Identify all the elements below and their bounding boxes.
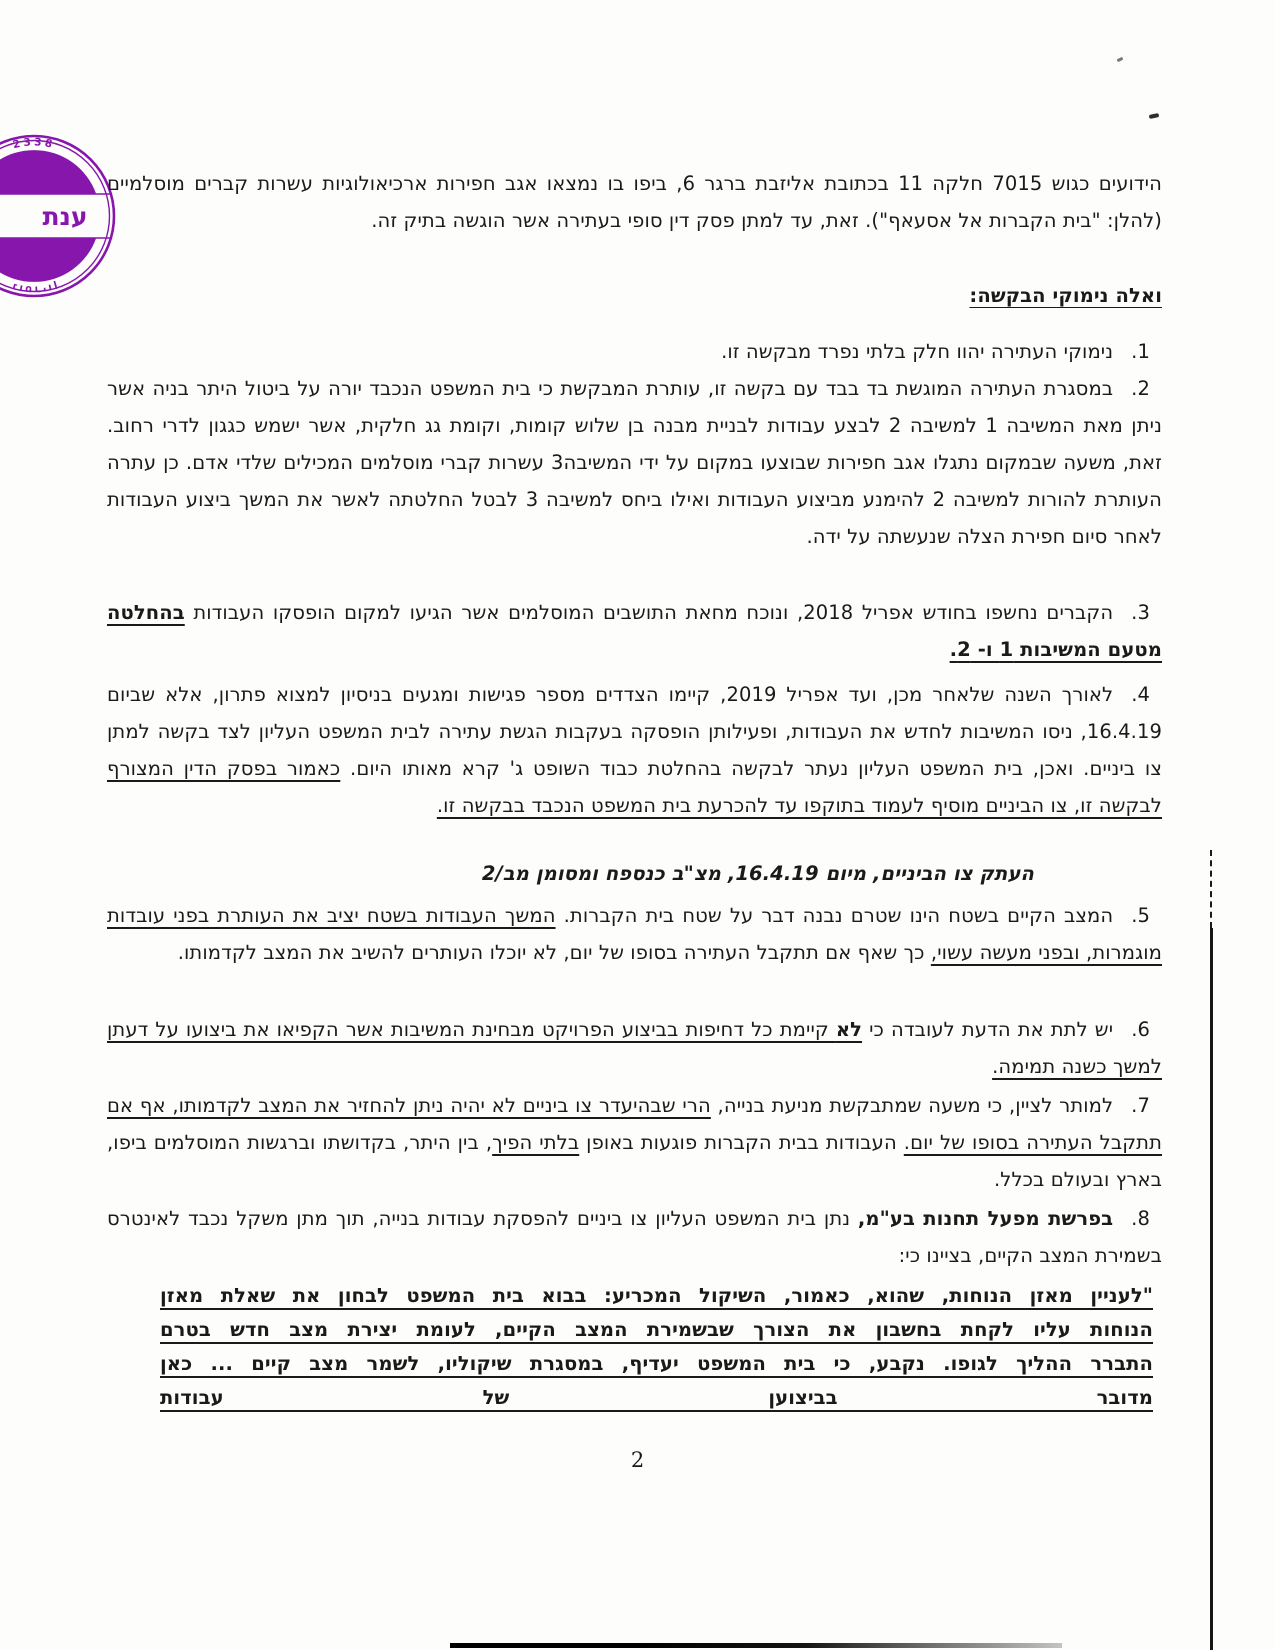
item-text: יש לתת את הדעת לעובדה כי: [862, 1018, 1114, 1041]
list-item-4: [107, 676, 1162, 824]
scan-fold-line: [1210, 928, 1213, 1650]
item-text-underlined: הרי שבהיעדר צו ביניים לא יהיה ניתן להחזיר את המצב לקדמותו, אף אם תתקבל העתירה בסופו של יום.: [107, 1094, 1162, 1154]
list-item-3: [107, 594, 1162, 668]
scan-speck: [1149, 113, 1160, 119]
scan-speck: [1117, 57, 1124, 62]
intro-paragraph: הידועים כגוש 7015 חלקה 11 בכתובת אליזבת ברגר 6, ביפו בו נמצאו אגב חפירות ארכיאולוגיות עשרות קברים מוסלמיים (להלן: "בית הקברות אל אסעאף"). זאת, עד למתן פסק דין סופי בעתירה אשר הוגשה בתיק זה.: [107, 171, 1162, 232]
item-number: 5.: [1131, 904, 1151, 927]
item-text-emphasized: בהחלטה מטעם המשיבות 1 ו- 2.: [107, 601, 1162, 661]
list-item-6: [107, 1011, 1162, 1085]
stamp-arc-title: נוטריון: [8, 279, 60, 296]
section-heading: ואלה נימוקי הבקשה:: [969, 284, 1162, 307]
stamp-name: ענת: [42, 202, 88, 231]
item-text: למותר לציין, כי משעה שמתבקשת מניעת בנייה,: [710, 1094, 1114, 1117]
item-number: 6.: [1131, 1018, 1151, 1041]
annex-reference-line: העתק צו הביניים, מיום 16.4.19, מצ"ב כנספח ומסומן מב/2: [481, 862, 1034, 885]
notary-stamp: [0, 130, 120, 302]
list-item-7: [107, 1087, 1162, 1198]
item-number: 3.: [1131, 601, 1150, 624]
list-item-1: [107, 333, 1162, 370]
item-text: נימוקי העתירה יהוו חלק בלתי נפרד מבקשה זו.: [721, 340, 1114, 363]
item-text: , בין היתר, בקדושתו וברגשות המוסלמים ביפו, בארץ ובעולם בכלל.: [107, 1131, 1162, 1191]
stamp-arc-number: 2338: [11, 136, 57, 152]
item-text-underlined: קיימת כל דחיפות בביצוע הפרויקט מבחינת המשיבות אשר הקפיאו את ביצועו על דעתן למשך כשנה תמימה.: [107, 1018, 1162, 1078]
list-item-5: [107, 897, 1162, 971]
page-number: 2: [630, 1448, 645, 1472]
item-text-underlined: כאמור בפסק הדין המצורף לבקשה זו, צו הביניים מוסיף לעמוד בתוקפו עד להכרעת בית המשפט הנכבד בבקשה זו.: [107, 757, 1162, 817]
scan-fold-line-dashed: [1210, 850, 1212, 928]
item-text: במסגרת העתירה המוגשת בד בבד עם בקשה זו, עותרת המבקשת כי בית המשפט הנכבד יורה על ביטול היתר בניה אשר ניתן מאת המשיבה 1 למשיבה 2 לבצע עבודות לבניית מבנה בן שלוש קומות, וקומת גג חלקית, אשר ישמש כגגון לדרי רחוב. זאת, משעה שבמקום נתגלו אגב חפירות שבוצעו במקום על ידי המשיבה3 עשרות קברי מוסלמים המכילים שלדי אדם. כן עתרה העותרת להורות למשיבה 2 להימנע מביצוע העבודות ואילו ביחס למשיבה 3 לבטל החלטתה לאשר את המשך ביצוע העבודות לאחר סיום חפירת הצלה שנעשתה על ידה.: [107, 377, 1163, 548]
list-item-8: [107, 1200, 1162, 1274]
item-text-underlined: בלתי הפיך: [492, 1131, 580, 1154]
item-number: 2.: [1131, 377, 1150, 400]
list-item-2: [107, 370, 1162, 555]
item-text-emphasized: לא: [835, 1018, 863, 1041]
item-text: העבודות בבית הקברות פוגעות באופן: [579, 1131, 904, 1154]
item-text-underlined: המשך העבודות בשטח יציב את העותרת בפני עובדות מוגמרות, ובפני מעשה עשוי,: [107, 904, 1162, 964]
item-text: נתן בית המשפט העליון צו ביניים להפסקת עבודות בנייה, תוך מתן משקל נכבד לאינטרס בשמירת המצב הקיים, בציינו כי:: [107, 1207, 1162, 1267]
scan-bottom-edge-bar: [450, 1643, 1062, 1648]
item-text-bold: בפרשת מפעל תחנות בע"מ,: [857, 1207, 1114, 1230]
item-number: 7.: [1131, 1094, 1150, 1117]
item-text: כך שאף אם תתקבל העתירה בסופו של יום, לא יוכלו העותרים להשיב את המצב לקדמותו.: [177, 941, 931, 964]
item-number: 8.: [1131, 1207, 1150, 1230]
court-quote-block: "לעניין מאזן הנוחות, שהוא, כאמור, השיקול המכריע: בבוא בית המשפט לבחון את שאלת מאזן הנוחות עליו לקחת בחשבון את הצורך שבשמירת המצב הקיים, לעומת יצירת מצב חדש בטרם התברר ההליך לגופו. נקבע, כי בית המשפט יעדיף, במסגרת שיקוליו, לשמר מצב קיים ... כאן מדובר בביצוען של עבודות: [160, 1284, 1153, 1409]
item-text: לאורך השנה שלאחר מכן, ועד אפריל 2019, קיימו הצדדים מספר פגישות ומגעים בניסיון למצוא פתרון, אלא שביום 16.4.19, ניסו המשיבות לחדש את העבודות, ופעילותן הופסקה בעקבות הגשת עתירה לבית המשפט העליון לצד בקשה למתן צו ביניים. ואכן, בית המשפט העליון נעתר לבקשה בהחלטת כבוד השופט ג' קרא מאותו היום.: [107, 683, 1162, 780]
item-text: המצב הקיים בשטח הינו שטרם נבנה דבר על שטח בית הקברות.: [555, 904, 1114, 927]
item-number: 1.: [1131, 340, 1150, 363]
item-text: הקברים נחשפו בחודש אפריל 2018, ונוכח מחאת התושבים המוסלמים אשר הגיעו למקום הופסקו העבודות: [184, 601, 1114, 624]
item-number: 4.: [1131, 683, 1151, 706]
